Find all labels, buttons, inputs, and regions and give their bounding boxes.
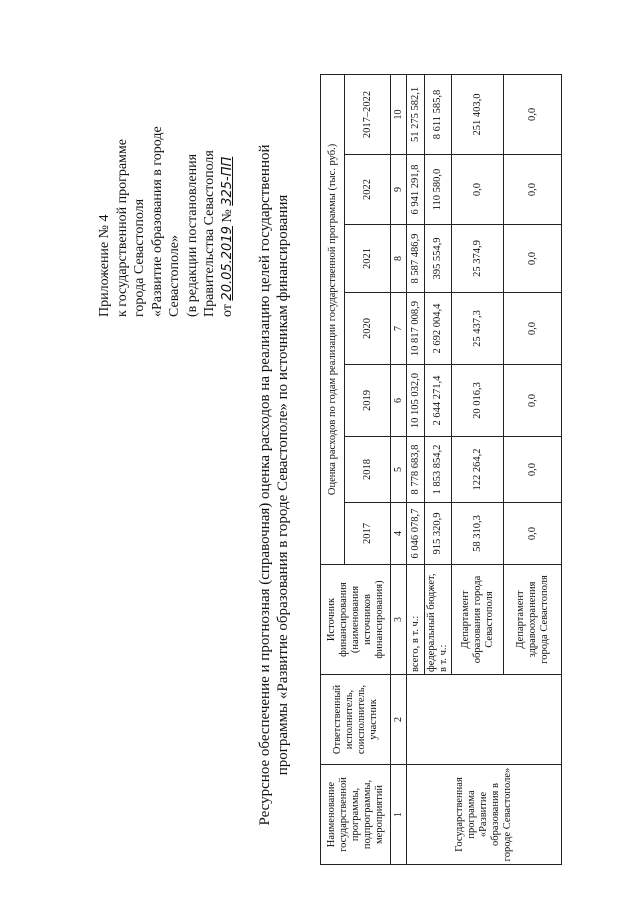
value-cell: 0,0 [452,155,504,225]
value-cell: 20 016,3 [452,365,504,437]
value-cell: 0,0 [504,503,562,565]
value-cell: 0,0 [504,293,562,365]
header-line: Правительства Севастополя [202,150,217,317]
handwritten-number: 325-ПП [219,156,235,206]
column-number: 7 [391,293,407,365]
value-cell: 25 374,9 [452,225,504,293]
column-number: 10 [391,74,407,154]
value-cell: 8 587 486,9 [407,225,425,293]
financing-table [320,74,562,865]
value-cell: 6 941 291,8 [407,155,425,225]
value-cell: 8 611 585,8 [425,74,452,154]
value-cell: 0,0 [504,74,562,154]
value-cell: 10 817 008,9 [407,293,425,365]
title-line: Ресурсное обеспечение и прогнозная (справочная) оценка расходов на реализацию целей государственной [257,144,273,826]
value-cell: 1 853 854,2 [425,437,452,503]
column-number: 5 [391,437,407,503]
column-number: 9 [391,155,407,225]
decree-date-line [219,17,237,317]
year-header: 2017 [345,503,391,565]
year-header: 2021 [345,225,391,293]
handwritten-date: 20.05.2019 [219,226,235,301]
source-cell: федеральный бюджет, в т. ч.: [425,565,452,675]
header-line: Севастополе» [167,234,182,317]
year-header: 2019 [345,365,391,437]
value-cell: 8 778 683,8 [407,437,425,503]
value-cell: 0,0 [504,155,562,225]
value-cell: 110 580,0 [425,155,452,225]
value-cell: 2 644 271,4 [425,365,452,437]
value-cell: 0,0 [504,437,562,503]
header-line: города Севастополя [132,198,147,317]
column-number: 1 [391,765,407,865]
header-name: Наименование государственной программы, подпрограммы, мероприятий [321,765,391,865]
value-cell: 6 046 078,7 [407,503,425,565]
value-cell: 0,0 [504,225,562,293]
value-cell: 915 320,9 [425,503,452,565]
value-cell: 0,0 [504,365,562,437]
header-line: «Развитие образования в городе [149,126,165,317]
appendix-header [96,17,236,317]
table-row [407,74,425,864]
title-line: программы «Развитие образования в городе Севастополе» по источникам финансирования [275,194,291,776]
value-cell: 395 554,9 [425,225,452,293]
header-executor: Ответственный исполнитель, соисполнитель, участник [321,675,391,765]
source-cell: всего, в т. ч.: [407,565,425,675]
number-label: № [219,209,235,223]
header-line: (в редакции постановления [184,153,200,317]
source-cell: Департамент здравоохранения города Севастополя [504,565,562,675]
value-cell: 10 105 032,0 [407,365,425,437]
header-estimate: Оценка расходов по годам реализации государственной программы (тыс. руб.) [321,74,345,564]
column-number: 2 [391,675,407,765]
executor-cell [407,675,562,765]
value-cell: 25 437,3 [452,293,504,365]
from-label: от [219,304,235,317]
header-source: Источник финансирования (наименования источников финансирования) [321,565,391,675]
value-cell: 122 264,2 [452,437,504,503]
year-header: 2020 [345,293,391,365]
column-number: 3 [391,565,407,675]
value-cell: 2 692 004,4 [425,293,452,365]
value-cell: 251 403,0 [452,74,504,154]
value-cell: 58 310,3 [452,503,504,565]
header-line: Приложение № 4 [97,214,112,317]
year-header: 2018 [345,437,391,503]
column-number: 8 [391,225,407,293]
year-header: 2022 [345,155,391,225]
document-title [256,125,292,845]
value-cell: 51 275 582,1 [407,74,425,154]
header-line: к государственной программе [114,139,130,317]
year-header: 2017–2022 [345,74,391,154]
program-name-cell: Государственная программа «Развитие образования в городе Севастополе» [407,765,562,865]
column-number: 4 [391,503,407,565]
column-number: 6 [391,365,407,437]
source-cell: Департамент образования города Севастополя [452,565,504,675]
